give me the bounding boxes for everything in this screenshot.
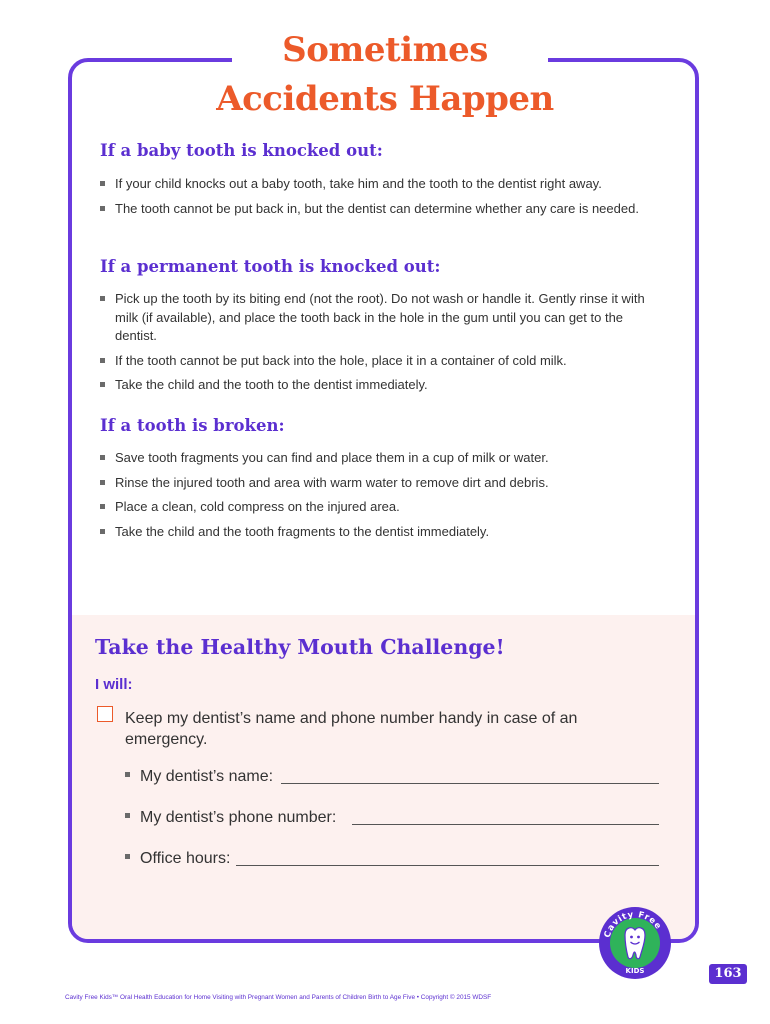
- list-item: Rinse the injured tooth and area with warm water to remove dirt and debris.: [100, 474, 660, 493]
- page-title: [185, 26, 585, 124]
- list-item: Save tooth fragments you can find and place them in a cup of milk or water.: [100, 449, 660, 468]
- challenge-title: Take the Healthy Mouth Challenge!: [95, 635, 505, 659]
- commitment-checkbox[interactable]: [97, 706, 113, 722]
- section-heading-permanent-tooth: If a permanent tooth is knocked out:: [100, 257, 441, 276]
- svg-text:Cavity Free: Cavity Free: [602, 909, 664, 940]
- cavity-free-kids-logo: [597, 905, 673, 981]
- title-line-2: Accidents Happen: [216, 79, 554, 119]
- title-line-1: Sometimes: [282, 30, 488, 70]
- broken-tooth-list: [100, 449, 660, 547]
- bullet-icon: [125, 813, 130, 818]
- list-item: The tooth cannot be put back in, but the dentist can determine whether any care is needed.: [100, 200, 660, 219]
- dentist-phone-line[interactable]: [352, 824, 659, 825]
- office-hours-field: [125, 849, 665, 869]
- field-label: Office hours:: [140, 850, 231, 867]
- section-heading-baby-tooth: If a baby tooth is knocked out:: [100, 141, 383, 160]
- svg-text:KIDS: KIDS: [625, 967, 645, 975]
- office-hours-line[interactable]: [236, 865, 659, 866]
- bullet-icon: [125, 854, 130, 859]
- permanent-tooth-list: [100, 290, 660, 401]
- bullet-icon: [125, 772, 130, 777]
- challenge-intro: I will:: [95, 676, 133, 693]
- section-heading-broken-tooth: If a tooth is broken:: [100, 416, 285, 435]
- field-label: My dentist’s name:: [140, 768, 274, 785]
- list-item: Take the child and the tooth to the dentist immediately.: [100, 376, 660, 395]
- dentist-name-line[interactable]: [281, 783, 659, 784]
- list-item: If your child knocks out a baby tooth, take him and the tooth to the dentist right away.: [100, 175, 660, 194]
- baby-tooth-list: [100, 175, 660, 224]
- list-item: Pick up the tooth by its biting end (not the root). Do not wash or handle it. Gently rinse it with milk (if available), and place the tooth back in the hole in the gum until you can get to the dentist.: [100, 290, 660, 346]
- footer-text: Cavity Free Kids™ Oral Health Education for Home Visiting with Pregnant Women and Parents of Children Birth to Age Five • Copyright © 2015 WDSF: [65, 994, 492, 1001]
- page-number: 163: [709, 964, 747, 984]
- dentist-phone-field: [125, 808, 665, 828]
- dentist-name-field: [125, 767, 665, 787]
- list-item: If the tooth cannot be put back into the hole, place it in a container of cold milk.: [100, 352, 660, 371]
- commitment-text: Keep my dentist’s name and phone number handy in case of an emergency.: [125, 710, 578, 748]
- list-item: Place a clean, cold compress on the injured area.: [100, 498, 660, 517]
- list-item: Take the child and the tooth fragments to the dentist immediately.: [100, 523, 660, 542]
- field-label: My dentist’s phone number:: [140, 809, 337, 826]
